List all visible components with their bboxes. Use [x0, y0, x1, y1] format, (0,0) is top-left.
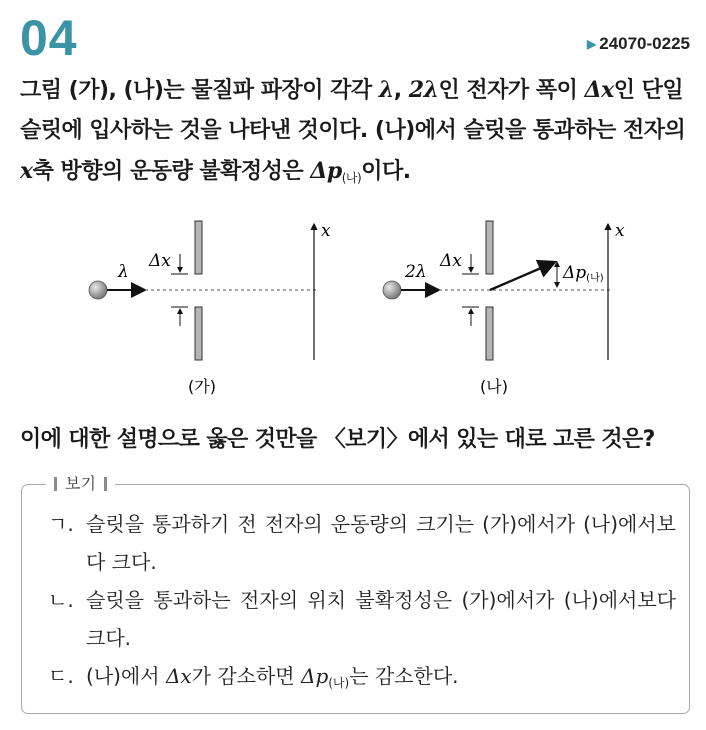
delta-x-symbol: Δx: [584, 77, 614, 103]
caption-na: (나): [480, 377, 508, 396]
electron-ball: [383, 281, 401, 299]
wavelength-label: λ: [118, 262, 129, 282]
lambda-symbol: λ: [378, 77, 394, 103]
bogi-item-text: 슬릿을 통과하기 전 전자의 운동량의 크기는 (가)에서가 (나)에서보다 크다.: [86, 512, 676, 574]
electron-ball: [89, 281, 107, 299]
question-code-text: 24070-0225: [599, 34, 690, 53]
delta-p-symbol: Δp: [301, 664, 329, 688]
x-symbol: x: [20, 158, 33, 184]
slit-figure: [0, 205, 706, 405]
bogi-item-mark: ㄱ.: [48, 512, 74, 536]
slit-upper: [195, 221, 202, 274]
delta-p-label-subscript: (나): [586, 273, 604, 284]
bogi-item-text: (나)에서 Δx가 감소하면 $\Delta p_{(나)}$는 감소한다.: [86, 664, 459, 690]
bogi-item[interactable]: [48, 581, 676, 657]
question-prompt: 이에 대한 설명으로 옳은 것만을 〈보기〉에서 있는 대로 고른 것은?: [20, 427, 655, 452]
delta-p-symbol: Δp: [310, 158, 342, 184]
delta-p-label: Δp(나): [563, 263, 604, 284]
bogi-title-text: 보기: [65, 474, 96, 493]
bogi-item[interactable]: [48, 657, 676, 702]
panel-na: [383, 221, 625, 396]
question-code: [587, 34, 690, 54]
question-number: 04: [20, 10, 78, 66]
bar-icon: [54, 477, 57, 491]
slit-upper: [486, 221, 493, 274]
two-lambda-symbol: 2λ: [408, 77, 439, 103]
delta-x-label: Δx: [440, 251, 462, 271]
panel-ga: [89, 221, 331, 396]
slit-lower: [195, 307, 202, 360]
delta-p-subscript: (나): [341, 171, 362, 185]
slit-lower: [486, 307, 493, 360]
delta-p-subscript: (나): [328, 676, 350, 690]
bar-icon: [104, 477, 107, 491]
x-axis-label: x: [321, 221, 331, 241]
bogi-item-text: 슬릿을 통과하는 전자의 위치 불확정성은 (가)에서가 (나)에서보다 크다.: [86, 588, 676, 650]
bogi-title: [46, 474, 115, 494]
bogi-item-mark: ㄴ.: [48, 588, 74, 612]
delta-x-label: Δx: [149, 251, 171, 271]
caption-ga: (가): [188, 377, 216, 396]
bogi-items: [48, 505, 676, 702]
triangle-icon: ▶: [587, 37, 597, 51]
wavelength-label: 2λ: [405, 262, 427, 282]
bogi-item[interactable]: [48, 505, 676, 581]
x-axis-label: x: [615, 221, 625, 241]
momentum-vector: [490, 262, 555, 290]
delta-x-symbol: Δx: [165, 664, 192, 688]
question-stem: 그림 (가), (나)는 물질파 파장이 각각 λ, 2λ인 전자가 폭이 Δx인 단일 슬릿에 입사하는 것을 나타낸 것이다. (나)에서 슬릿을 통과하는 전자의 x축 방향의 운동량 불확정성은 $\Delta p_{(나)}$이다.: [20, 77, 686, 185]
bogi-item-mark: ㄷ.: [48, 664, 74, 688]
